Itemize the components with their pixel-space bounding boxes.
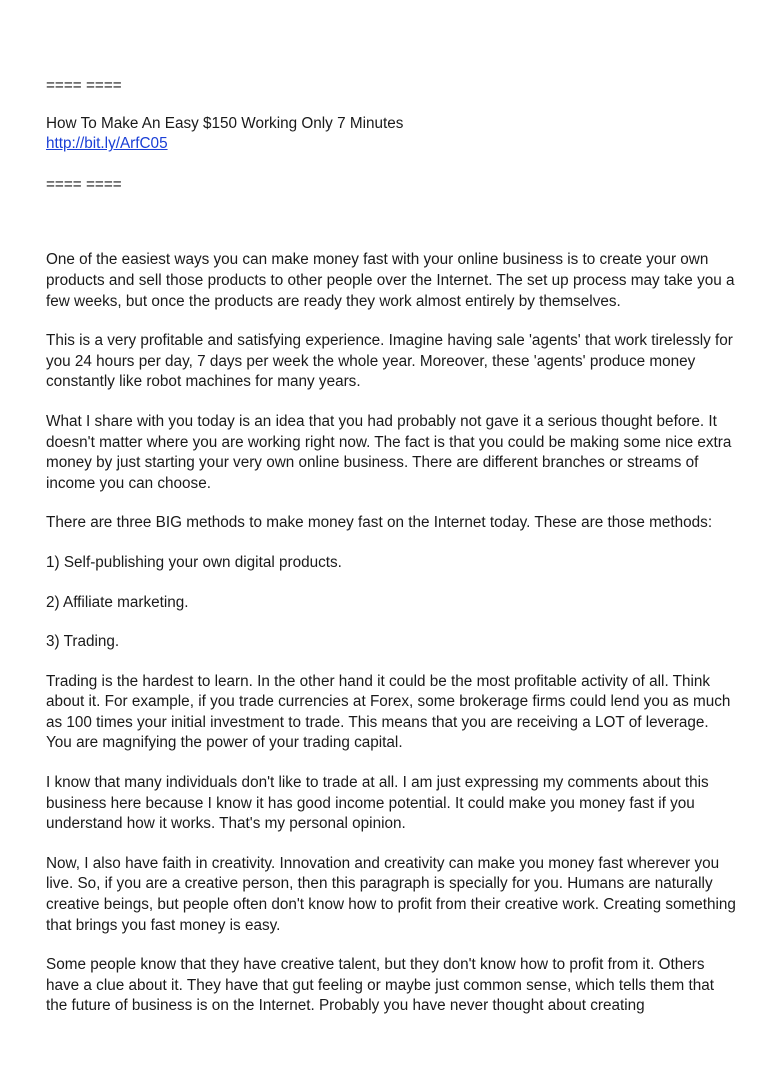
list-item: 3) Trading. xyxy=(46,633,120,651)
article-title: How To Make An Easy $150 Working Only 7 Minutes xyxy=(46,114,404,132)
paragraph: Trading is the hardest to learn. In the other hand it could be the most profitable activity of all. Think about it. For example, if you trade currencies at Forex, some brokerage firms could lend you as much as 100 times your initial investment to trade. This means that you are receiving a LOT of leverage. You are magnifying the power of your trading capital. xyxy=(46,672,731,752)
paragraph: Some people know that they have creative talent, but they don't know how to profit from it. Others have a clue about it. They have that gut feeling or maybe just common sense, which tells them that the future of business is on the Internet. Probably you have never thought about creating xyxy=(46,956,715,1015)
separator-bottom: ==== ==== xyxy=(46,175,122,193)
paragraph: This is a very profitable and satisfying experience. Imagine having sale 'agents' that work tirelessly for you 24 hours per day, 7 days per week the whole year. Moreover, these 'agents' produce money constantly like robot machines for many years. xyxy=(46,332,733,391)
list-item: 1) Self-publishing your own digital products. xyxy=(46,553,342,571)
paragraph: I know that many individuals don't like to trade at all. I am just expressing my comments about this business here because I know it has good income potential. It could make you money fast if you understand how it works. That's my personal opinion. xyxy=(46,774,709,833)
paragraph: Now, I also have faith in creativity. Innovation and creativity can make you money fast wherever you live. So, if you are a creative person, then this paragraph is specially for you. Humans are naturally creative beings, but people often don't know how to profit from their creative work. Creating something that brings you fast money is easy. xyxy=(46,854,736,934)
article-link[interactable]: http://bit.ly/ArfC05 xyxy=(46,135,168,153)
separator-top: ==== ==== xyxy=(46,77,122,94)
paragraph: What I share with you today is an idea that you had probably not gave it a serious thought before. It doesn't matter where you are working right now. The fact is that you could be making some nice extra money by just starting your very own online business. There are different branches or streams of income you can choose. xyxy=(46,412,732,492)
paragraph: One of the easiest ways you can make money fast with your online business is to create your own products and sell those products to other people over the Internet. The set up process may take you a few weeks, but once the products are ready they work almost entirely by themselves. xyxy=(46,251,735,310)
paragraph: There are three BIG methods to make money fast on the Internet today. These are those methods: xyxy=(46,514,713,532)
list-item: 2) Affiliate marketing. xyxy=(46,593,189,611)
document-page xyxy=(46,76,736,1017)
article-body xyxy=(46,250,736,1017)
